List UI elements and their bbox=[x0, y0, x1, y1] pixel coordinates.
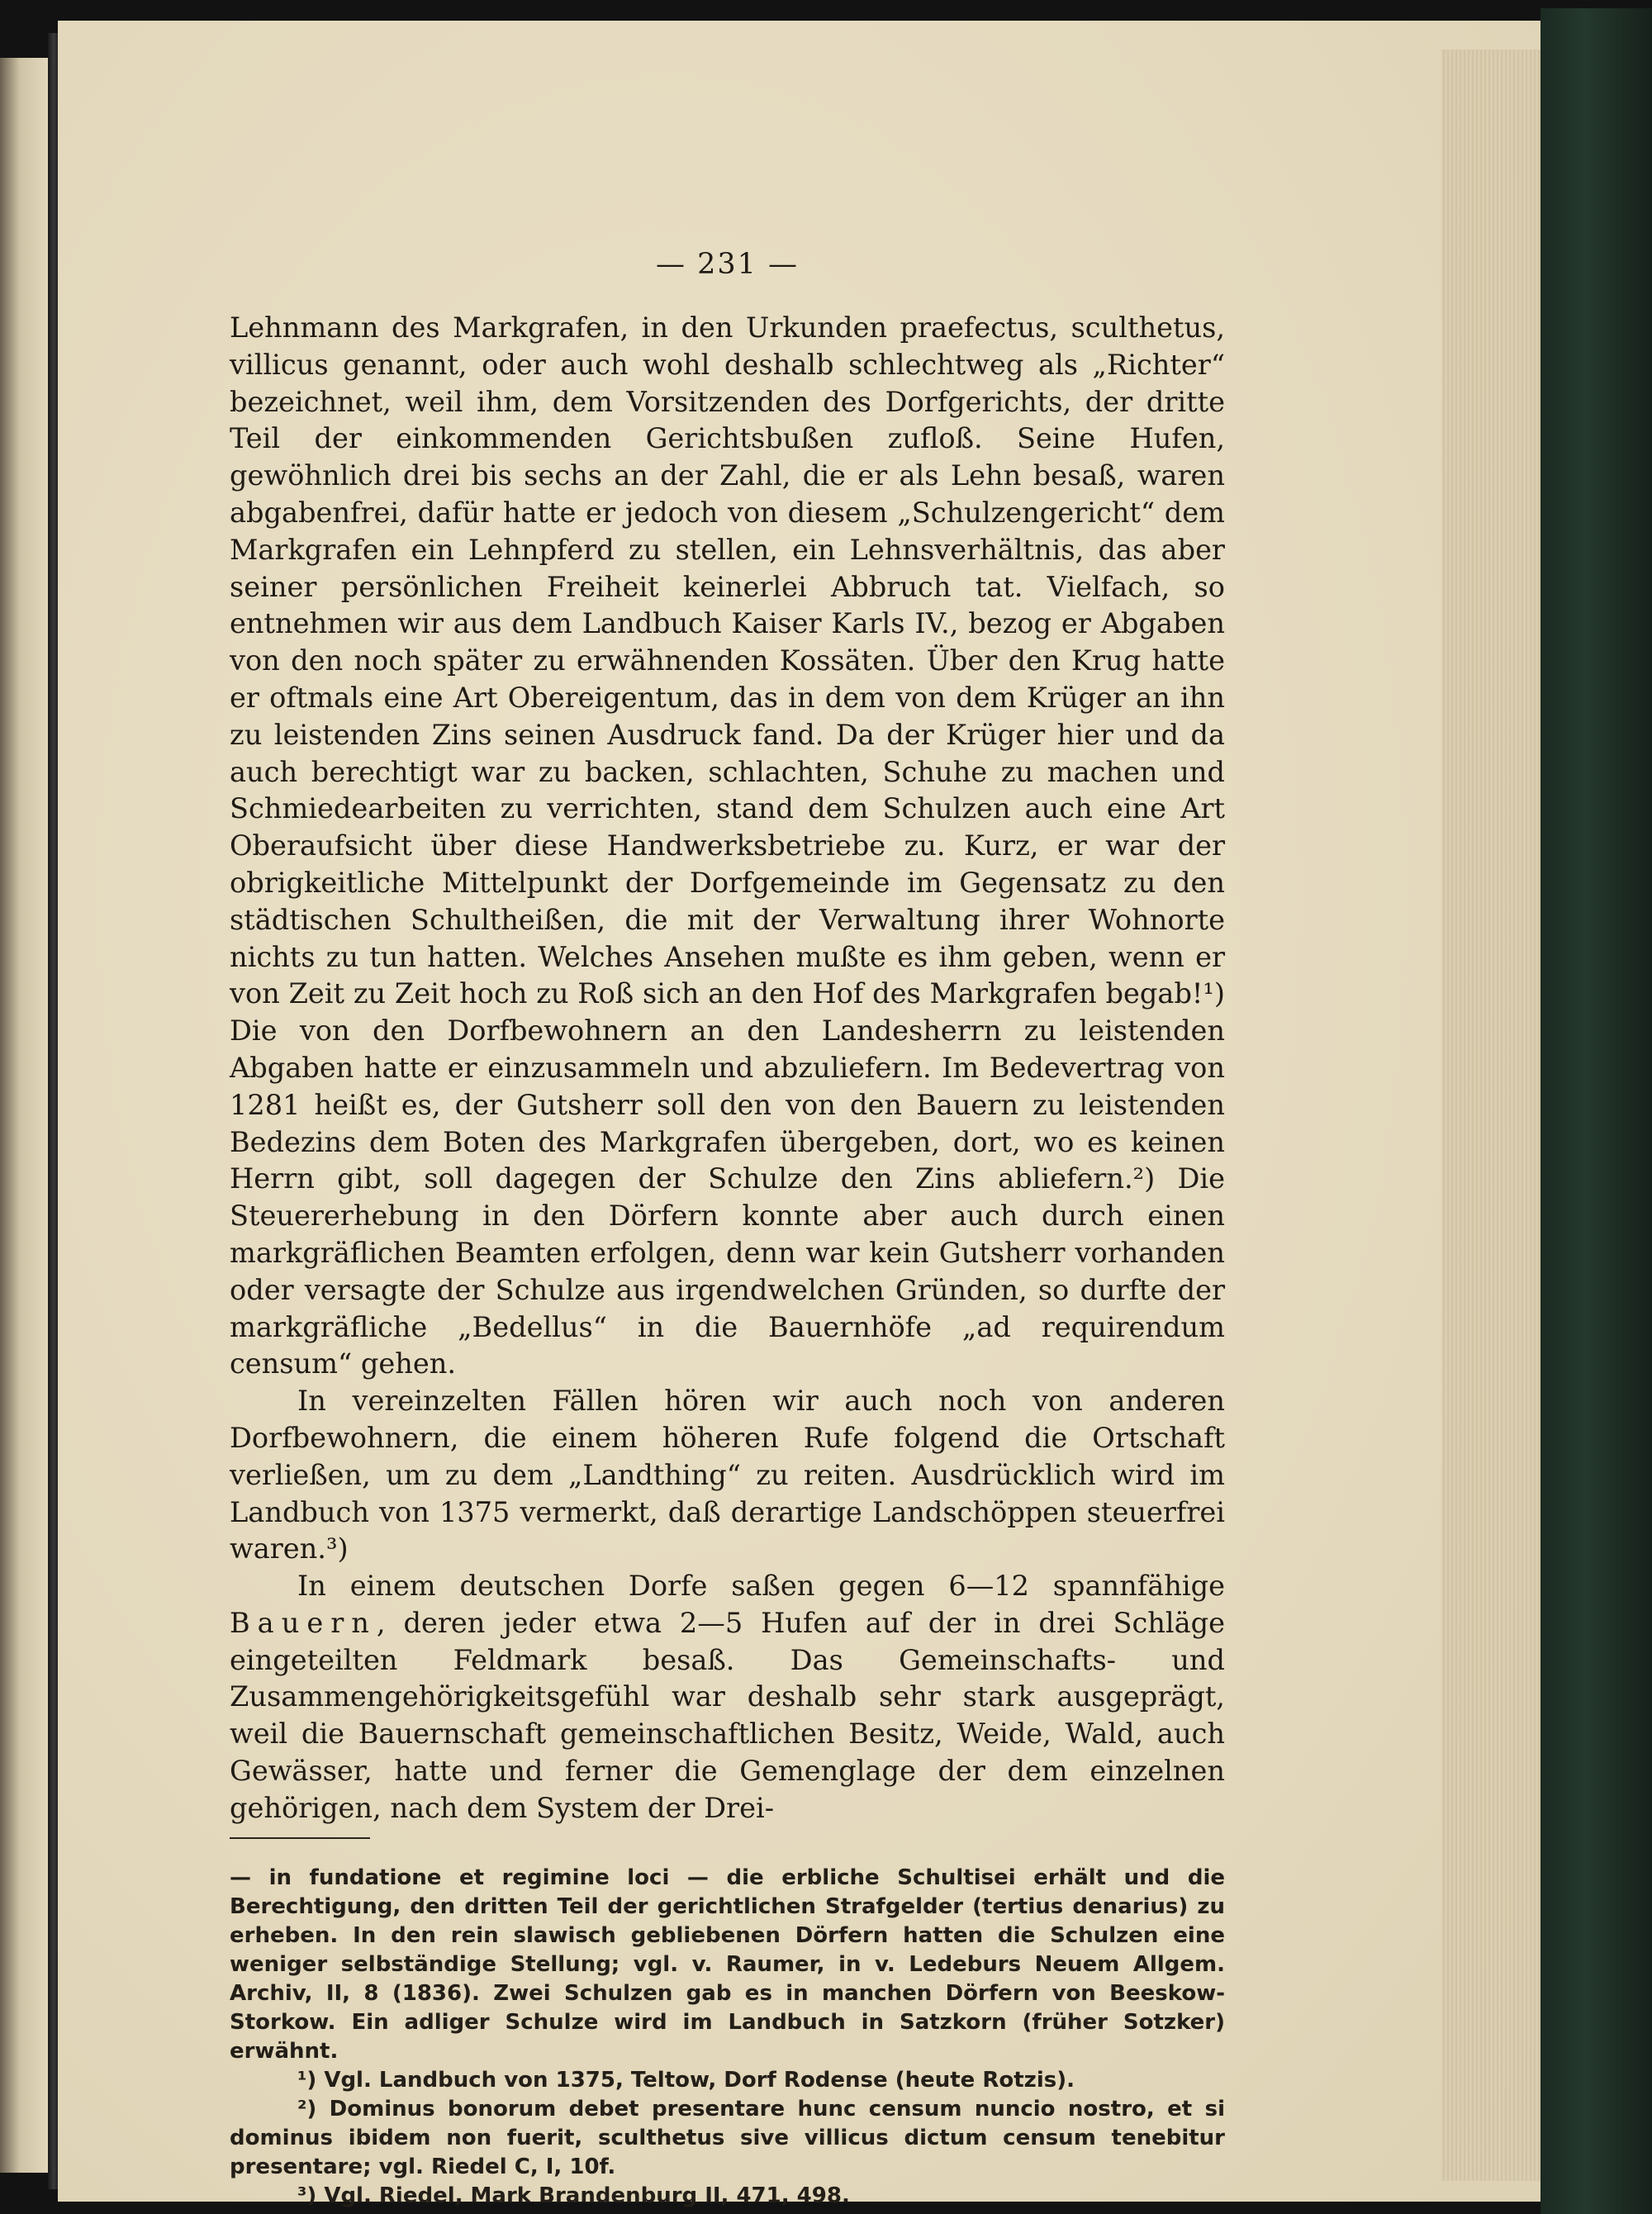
paragraph-2: In vereinzelten Fällen hören wir auch noch von anderen Dorfbewohnern, die einem höheren Rufe folgend die Ortschaft verließen, um zu dem „Landthing“ zu reiten. Ausdrücklich wird im Landbuch von 1375 vermerkt, daß derartige Landschöppen steuerfrei waren.³) bbox=[230, 1385, 1225, 1565]
paragraph-3-end: , deren jeder etwa 2—5 Hufen auf der in drei Schläge eingeteilten Feldmark besaß. Das Gemeinschafts- und Zusammengehörigkeitsgefühl war deshalb sehr stark ausgeprägt, weil die Bauernschaft gemeinschaftlichen Besitz, Weide, Wald, auch Gewässer, hatte und ferner die Gemenglage der dem einzelnen gehörigen, nach dem System der Drei- bbox=[230, 1606, 1225, 1824]
footnote-2: ²) Dominus bonorum debet presentare hunc censum nuncio nostro, et si dominus ibidem non fuerit, sculthetus sive villicus dictum censum tenebitur presentare; vgl. Riedel C, I, 10f. bbox=[230, 2096, 1225, 2179]
page-content bbox=[230, 248, 1225, 2211]
paragraph-3-start: In einem deutschen Dorfe saßen gegen 6—12 spannfähige bbox=[297, 1570, 1225, 1603]
footnote-1: ¹) Vgl. Landbuch von 1375, Teltow, Dorf Rodense (heute Rotzis). bbox=[297, 2067, 1075, 2093]
footnote-3: ³) Vgl. Riedel, Mark Brandenburg II, 471, 498. bbox=[297, 2183, 850, 2208]
paragraph-3 bbox=[230, 1568, 1225, 1827]
page-block-edges bbox=[1441, 50, 1540, 2181]
page-number: — 231 — bbox=[655, 248, 800, 281]
facing-page-edge bbox=[0, 58, 50, 2173]
footnote-divider bbox=[230, 1837, 370, 1839]
paragraph-3-emphasis: Bauern bbox=[230, 1606, 377, 1639]
book-cover-edge bbox=[1540, 8, 1652, 2214]
footnote-continuation: — in fundatione et regimine loci — die erbliche Schultisei erhält und die Berechtigung, den dritten Teil der gerichtlichen Strafgelder (tertius denarius) zu erheben. In den rein slawisch gebliebenen Dörfern hatten die Schulzen eine weniger selbständige Stellung; vgl. v. Raumer, in v. Ledeburs Neuem Allgem. Archiv, II, 8 (1836). Zwei Schulzen gab es in manchen Dörfern von Beeskow-Storkow. Ein adliger Schulze wird im Landbuch in Satzkorn (früher Sotzker) erwähnt. bbox=[230, 1865, 1225, 2064]
paragraph-1: Lehnmann des Markgrafen, in den Urkunden praefectus, sculthetus, villicus genannt, oder auch wohl deshalb schlechtweg als „Richter“ bezeichnet, weil ihm, dem Vorsitzenden des Dorfgerichts, der dritte Teil der einkommenden Gerichtsbußen zufloß. Seine Hufen, gewöhnlich drei bis sechs an der Zahl, die er als Lehn besaß, waren abgabenfrei, dafür hatte er jedoch von diesem „Schulzengericht“ dem Markgrafen ein Lehnpferd zu stellen, ein Lehnsverhältnis, das aber seiner persönlichen Freiheit keinerlei Abbruch tat. Vielfach, so entnehmen wir aus dem Landbuch Kaiser Karls IV., bezog er Abgaben von den noch später zu erwähnenden Kossäten. Über den Krug hatte er oftmals eine Art Obereigentum, das in dem von dem Krüger an ihn zu leistenden Zins seinen Ausdruck fand. Da der Krüger hier und da auch berechtigt war zu backen, schlachten, Schuhe zu machen und Schmiedearbeiten zu verrichten, stand dem Schulzen auch eine Art Oberaufsicht über diese Handwerksbetriebe zu. Kurz, er war der obrigkeitliche Mittelpunkt der Dorfgemeinde im Gegensatz zu den städtischen Schultheißen, die mit der Verwaltung ihrer Wohnorte nichts zu tun hatten. Welches Ansehen mußte es ihm geben, wenn er von Zeit zu Zeit hoch zu Roß sich an den Hof des Markgrafen begab!¹) Die von den Dorfbewohnern an den Landesherrn zu leistenden Abgaben hatte er einzusammeln und abzuliefern. Im Bedevertrag von 1281 heißt es, der Gutsherr soll den von den Bauern zu leistenden Bedezins dem Boten des Markgrafen übergeben, dort, wo es keinen Herrn gibt, soll dagegen der Schulze den Zins abliefern.²) Die Steuererhebung in den Dörfern konnte aber auch durch einen markgräflichen Beamten erfolgen, denn war kein Gutsherr vorhanden oder versagte der Schulze aus irgendwelchen Gründen, so durfte der markgräfliche „Bedellus“ in die Bauernhöfe „ad requirendum censum“ gehen. bbox=[230, 311, 1225, 1380]
